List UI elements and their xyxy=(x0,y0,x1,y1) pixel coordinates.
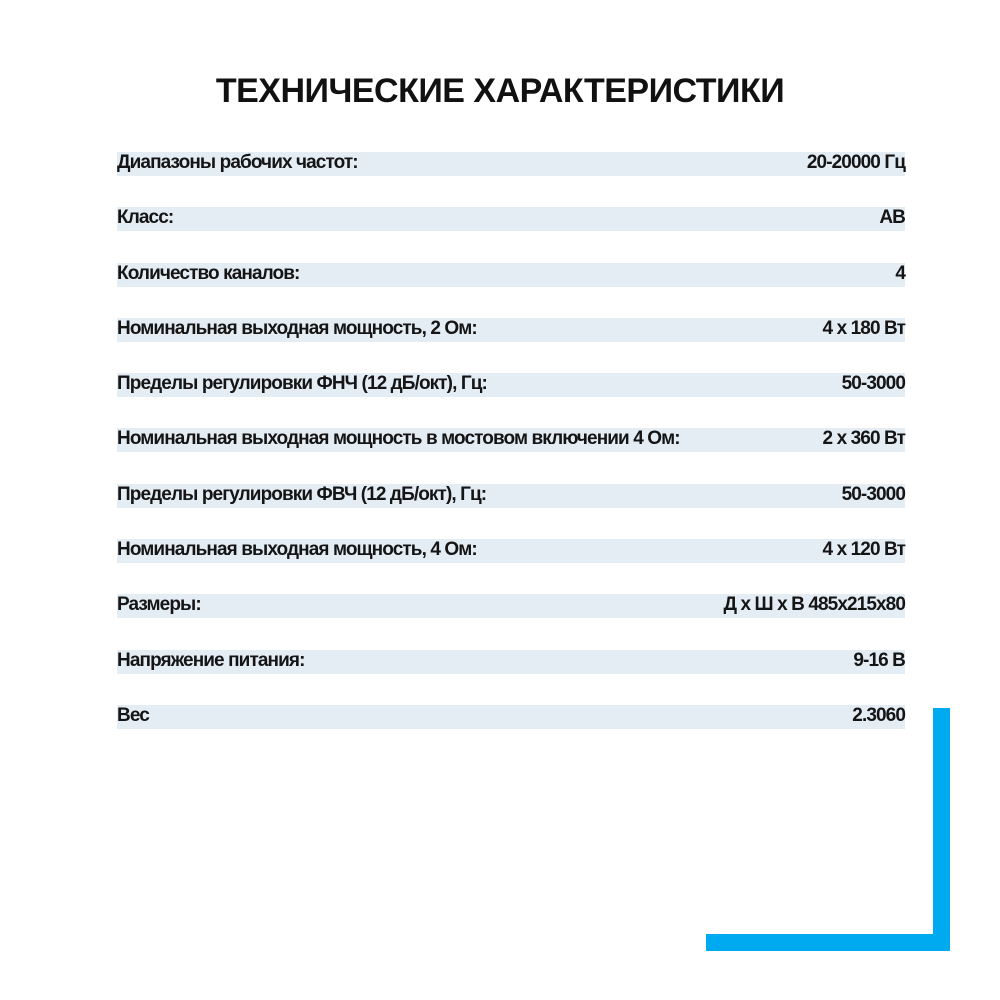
spec-table xyxy=(117,152,905,760)
spec-value: 50-3000 xyxy=(841,373,905,395)
spec-value: 4 х 180 Вт xyxy=(822,317,905,339)
spec-row-weight xyxy=(117,705,905,729)
spec-value: 2 х 360 Вт xyxy=(822,428,905,450)
spec-value: 2.3060 xyxy=(852,704,905,726)
spec-label: Размеры: xyxy=(117,594,201,616)
spec-label: Вес xyxy=(117,704,149,726)
spec-label: Диапазоны рабочих частот: xyxy=(117,152,358,173)
spec-label: Номинальная выходная мощность, 2 Ом: xyxy=(117,317,477,339)
spec-label: Пределы регулировки ФВЧ (12 дБ/окт), Гц: xyxy=(117,483,487,505)
spec-value: 4 х 120 Вт xyxy=(822,539,905,561)
spec-value: 9-16 В xyxy=(853,649,905,671)
spec-row-power-2-ohm xyxy=(117,318,905,342)
spec-label: Количество каналов: xyxy=(117,262,300,284)
spec-value: АВ xyxy=(879,207,905,229)
spec-value: 4 xyxy=(895,262,905,284)
spec-row-bridged-power xyxy=(117,428,905,452)
spec-row-dimensions xyxy=(117,594,905,618)
spec-value: 50-3000 xyxy=(841,483,905,505)
spec-row-class xyxy=(117,207,905,231)
spec-label: Номинальная выходная мощность, 4 Ом: xyxy=(117,539,477,561)
page-title: ТЕХНИЧЕСКИЕ ХАРАКТЕРИСТИКИ xyxy=(215,72,785,110)
spec-label: Класс: xyxy=(117,207,174,229)
spec-label: Номинальная выходная мощность в мостовом включении 4 Ом: xyxy=(117,428,680,450)
spec-row-power-4-ohm xyxy=(117,539,905,563)
spec-label: Пределы регулировки ФНЧ (12 дБ/окт), Гц: xyxy=(117,373,487,395)
spec-row-channels xyxy=(117,263,905,287)
spec-row-supply-voltage xyxy=(117,650,905,674)
spec-row-frequency-range xyxy=(117,152,905,176)
spec-value: 20-20000 Гц xyxy=(806,152,905,173)
spec-value: Д х Ш х В 485х215х80 xyxy=(723,594,905,616)
corner-accent-horizontal-bar xyxy=(706,934,950,951)
corner-accent-vertical-bar xyxy=(933,708,950,951)
spec-row-lpf-range xyxy=(117,373,905,397)
spec-label: Напряжение питания: xyxy=(117,649,305,671)
spec-row-hpf-range xyxy=(117,484,905,508)
